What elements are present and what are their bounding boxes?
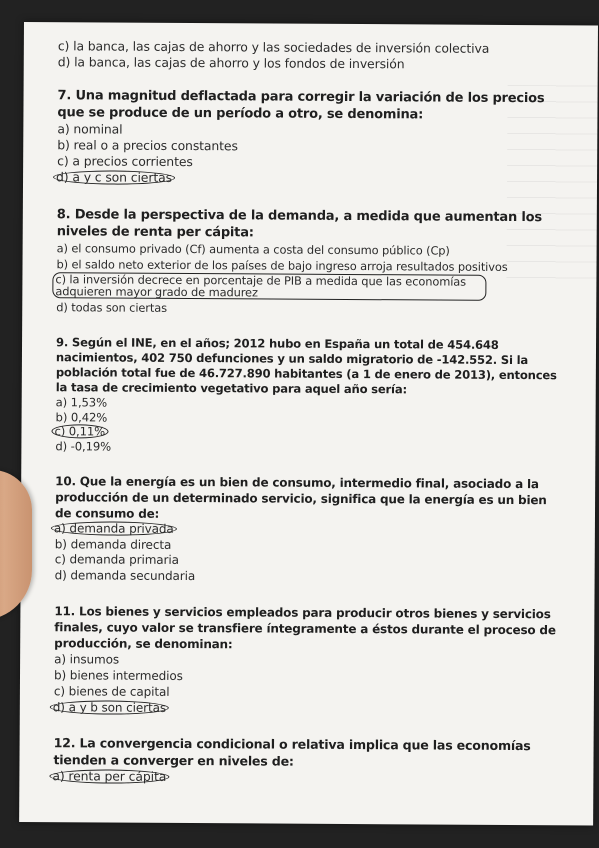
option-a: a) nominal [57, 121, 123, 137]
option-d: d) demanda secundaria [54, 567, 196, 583]
option-d: d) todas son ciertas [56, 300, 168, 315]
option-b: b) el saldo neto exterior de los países de bajo ingreso arroja resultados positivos [56, 257, 508, 274]
question-8 [56, 207, 567, 318]
question-text: 12. La convergencia condicional o relativa implica que las economías tienden a converger en niveles de: [53, 735, 531, 769]
question-text: 10. Que la energía es un bien de consumo, intermedio final, asociado a la producción de un determinado servicio, significa que la energía es un bien de consumo de: [54, 474, 547, 521]
answer-circle-mark: d) a y b son ciertas [50, 700, 169, 715]
option-b: b) real o a precios constantes [57, 137, 238, 154]
answer-circle-mark: c) la inversión decrece en porcentaje de PIB a medida que las economías adquieren mayor grado de madurez [52, 272, 486, 301]
question-text: 11. Los bienes y servicios empleados para producir otros bienes y servicios finales, cuyo valor se transfiere íntegramente a éstos durante el proceso de producción, se denominan: [54, 604, 556, 652]
option-c: c) bienes de capital [53, 684, 170, 699]
option-b: b) demanda directa [54, 536, 172, 552]
question-text: 9. Según el INE, en el años; 2012 hubo en España un total de 454.648 nacimientos, 402 750 defunciones y un saldo migratorio de -142.552. Si la población total fue de 46.727.890 habitantes (a 1 de enero de 2013), entonces la tasa de crecimiento vegetativo para aquel año sería: [55, 335, 557, 397]
answer-circle-mark: d) a y c son ciertas [53, 170, 175, 185]
option-c: c) demanda primaria [54, 552, 179, 567]
question-11 [54, 603, 565, 718]
answer-circle-mark: a) renta per cápita [49, 769, 169, 784]
option-d-marked [57, 169, 567, 188]
option-a: a) insumos [54, 652, 120, 667]
question-9 [55, 335, 566, 456]
question-10 [55, 473, 566, 586]
question-text: 8. Desde la perspectiva de la demanda, a medida que aumentan los niveles de renta per cápita: [56, 207, 542, 240]
answer-circle-mark: a) demanda privada [51, 521, 177, 536]
question-7 [57, 88, 568, 188]
option-c: c) a precios corrientes [57, 153, 193, 170]
answer-circle-mark: c) 0,11% [51, 424, 108, 438]
option-b: b) 0,42% [55, 409, 108, 425]
previous-question-continuation [58, 38, 568, 73]
option-b: b) bienes intermedios [53, 668, 183, 683]
exam-sheet [19, 22, 598, 825]
option-d: d) la banca, las cajas de ahorro y los fondos de inversión [57, 54, 405, 72]
option-a-marked [53, 768, 563, 787]
option-c-marked [56, 272, 486, 302]
option-a: a) el consumo privado (Cf) aumenta a costa del consumo público (Cp) [56, 241, 450, 258]
option-d: d) -0,19% [55, 438, 112, 454]
option-a: a) 1,53% [55, 395, 108, 410]
question-text: 7. Una magnitud deflactada para corregir la variación de los precios que se produce de un período a otro, se denomina: [57, 88, 545, 122]
option-d-marked [54, 699, 564, 718]
question-12 [53, 735, 563, 787]
page-content [53, 38, 568, 787]
option-c: c) la banca, las cajas de ahorro y las sociedades de inversión colectiva [57, 38, 490, 56]
